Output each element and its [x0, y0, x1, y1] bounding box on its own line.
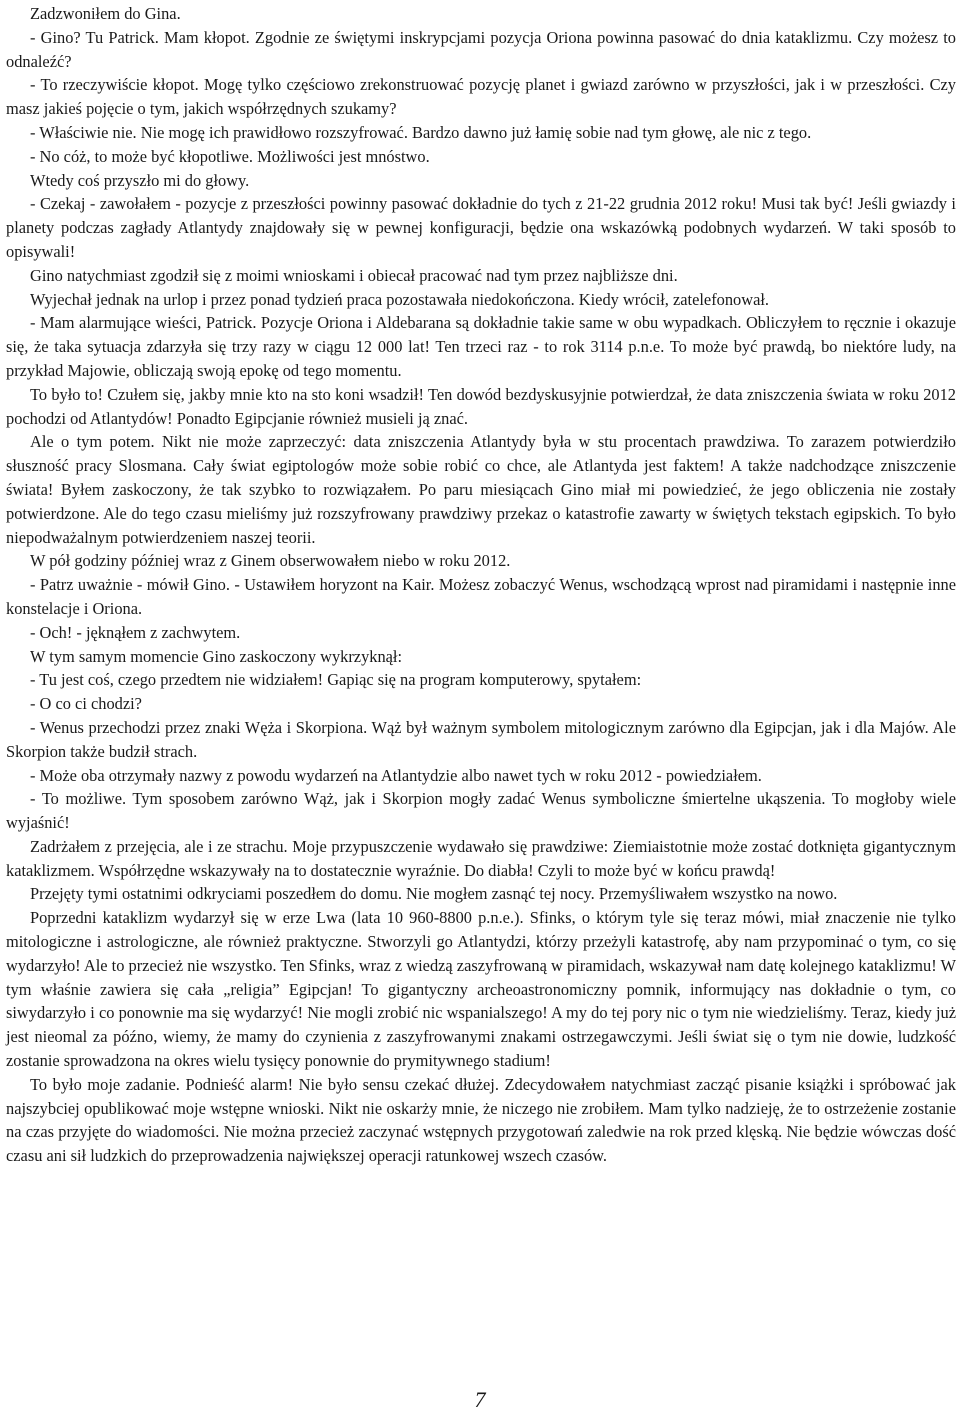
paragraph: Zadzwoniłem do Gina. [30, 4, 181, 23]
paragraph: - Mam alarmujące wieści, Patrick. Pozycje Oriona i Aldebarana są dokładnie takie same w obu wypadkach. Obliczyłem to ręcznie i okazuje się, że taka sytuacja zdarzyła się trzy razy w ciągu 12 000 lat! Ten trzeci raz - to rok 3114 p.n.e. To może być prawdą, bo niektóre ludy, na przykład Majowie, obliczają swoją epokę od tego momentu. [6, 313, 956, 380]
paragraph: Wtedy coś przyszło mi do głowy. [30, 170, 250, 190]
paragraph: W pół godziny później wraz z Ginem obserwowałem niebo w roku 2012. [30, 551, 511, 571]
paragraph: - No cóż, to może być kłopotliwe. Możliwości jest mnóstwo. [30, 146, 430, 166]
paragraph: Przejęty tymi ostatnimi odkryciami poszedłem do domu. Nie mogłem zasnąć tej nocy. Przemyśliwałem wszystko na nowo. [30, 884, 838, 904]
paragraph: - O co ci chodzi? [30, 694, 142, 714]
paragraph: - Patrz uważnie - mówił Gino. - Ustawiłem horyzont na Kair. Możesz zobaczyć Wenus, wschodzącą wprost nad piramidami i następnie inne konstelacje i Oriona. [6, 575, 956, 618]
paragraph: - Och! - jęknąłem z zachwytem. [30, 622, 241, 642]
paragraph: - Wenus przechodzi przez znaki Węża i Skorpiona. Wąż był ważnym symbolem mitologicznym zarówno dla Egipcjan, jak i dla Majów. Ale Skorpion także budził strach. [6, 717, 956, 761]
paragraph: - Gino? Tu Patrick. Mam kłopot. Zgodnie ze świętymi inskrypcjami pozycja Oriona powinna pasować do dnia kataklizmu. Czy możesz to odnaleźć? [6, 27, 956, 71]
page-text [6, 2, 956, 1168]
paragraph: Zadrżałem z przejęcia, ale i ze strachu. Moje przypuszczenie wydawało się prawdziwe: Ziemiaistotnie może zostać dotknięta gigantycznym kataklizmem. Współrzędne wskazywały na to dostatecznie wyraźnie. Do diabła! Czyli to może być w końcu prawdą! [6, 836, 956, 880]
paragraph: To było moje zadanie. Podnieść alarm! Nie było sensu czekać dłużej. Zdecydowałem natychmiast zacząć pisanie książki i spróbować jak najszybciej opublikować moje wstępne wnioski. Nikt nie oskarży mnie, że niczego nie zrobiłem. Mam tylko nadzieję, że to ostrzeżenie zostanie na czas przyjęte do wiadomości. Nie można przecież zaczynać wstępnych przygotowań zaledwie na rok przed klęską. Nie będzie wówczas dość czasu ani sił ludzkich do przeprowadzenia największej operacji ratunkowej wszech czasów. [6, 1074, 956, 1166]
paragraph: To było to! Czułem się, jakby mnie kto na sto koni wsadził! Ten dowód bezdyskusyjnie potwierdzał, że data zniszczenia świata w roku 2012 pochodzi od Atlantydów! Ponadto Egipcjanie również musieli ją znać. [6, 384, 956, 428]
book-page [6, 2, 956, 1168]
paragraph: Poprzedni kataklizm wydarzył się w erze Lwa (lata 10 960-8800 p.n.e.). Sfinks, o którym tyle się teraz mówi, miał znaczenie nie tylko mitologiczne i astrologiczne, ale również praktyczne. Stworzyli go Atlantydzi, którzy przeżyli katastrofę, aby nam przypominać o tym, co się wydarzyło! Ale to przecież nie wszystko. Ten Sfinks, wraz z wiedzą zaszyfrowaną w piramidach, wskazywał nam datę kolejnego kataklizmu! W tym właśnie zawiera się cała „religia” Egipcjan! To gigantyczny archeoastronomiczny pomnik, informujący nas dokładnie o tym, co siwydarzyło i co ponownie ma się wydarzyć! Nie mogli zrobić nic wspanialszego! A my do tej pory nic o tym nie wiedzieliśmy. Teraz, kiedy już jest nieomal za późno, wiemy, że mamy do czynienia z zaszyfrowanymi znakami ostrzegawczymi. Jeśli świat się o tym nie dowie, ludzkość zostanie sprowadzona na okres wielu tysięcy ponownie do prymitywnego stadium! [6, 908, 956, 1071]
paragraph: - Czekaj - zawołałem - pozycje z przeszłości powinny pasować dokładnie do tych z 21-22 grudnia 2012 roku! Musi tak być! Jeśli gwiazdy i planety podczas zagłady Atlantydy znajdowały się w pewnej konfiguracji, będzie ona wskazówką podobnych wydarzeń. W taki sposób to opisywali! [6, 194, 956, 261]
paragraph: - To możliwe. Tym sposobem zarówno Wąż, jak i Skorpion mogły zadać Wenus symboliczne śmiertelne ukąszenia. To mogłoby wiele wyjaśnić! [6, 789, 956, 833]
paragraph: Gino natychmiast zgodził się z moimi wnioskami i obiecał pracować nad tym przez najbliższe dni. [30, 265, 678, 285]
page-number: 7 [474, 1387, 486, 1412]
paragraph: Wyjechał jednak na urlop i przez ponad tydzień praca pozostawała niedokończona. Kiedy wrócił, zatelefonował. [30, 289, 770, 309]
paragraph: W tym samym momencie Gino zaskoczony wykrzyknął: [30, 646, 403, 666]
paragraph: Ale o tym potem. Nikt nie może zaprzeczyć: data zniszczenia Atlantydy była w stu procentach prawdziwa. To zarazem potwierdziło słuszność pracy Slosmana. Cały świat egiptologów może sobie robić co chce, ale Atlantyda jest faktem! A także nadchodzące zniszczenie świata! Byłem zaskoczony, że tak szybko to rozwiązałem. Po paru miesiącach Gino miał mi powiedzieć, że jego obliczenia nie zostały potwierdzone. Ale do tego czasu mieliśmy już rozszyfrowany prawdziwy przekaz o katastrofie zawarty w świętych tekstach egipskich. To było niepodważalnym potwierdzeniem naszej teorii. [6, 432, 956, 547]
paragraph: - Może oba otrzymały nazwy z powodu wydarzeń na Atlantydzie albo nawet tych w roku 2012 - powiedziałem. [30, 765, 762, 785]
paragraph: - Tu jest coś, czego przedtem nie widziałem! Gapiąc się na program komputerowy, spytałem: [30, 670, 642, 690]
paragraph: - To rzeczywiście kłopot. Mogę tylko częściowo zrekonstruować pozycję planet i gwiazd zarówno w przyszłości, jak i w przeszłości. Czy masz jakieś pojęcie o tym, jakich współrzędnych szukamy? [6, 75, 956, 119]
paragraph: - Właściwie nie. Nie mogę ich prawidłowo rozszyfrować. Bardzo dawno już łamię sobie nad tym głowę, ale nic z tego. [30, 122, 812, 142]
